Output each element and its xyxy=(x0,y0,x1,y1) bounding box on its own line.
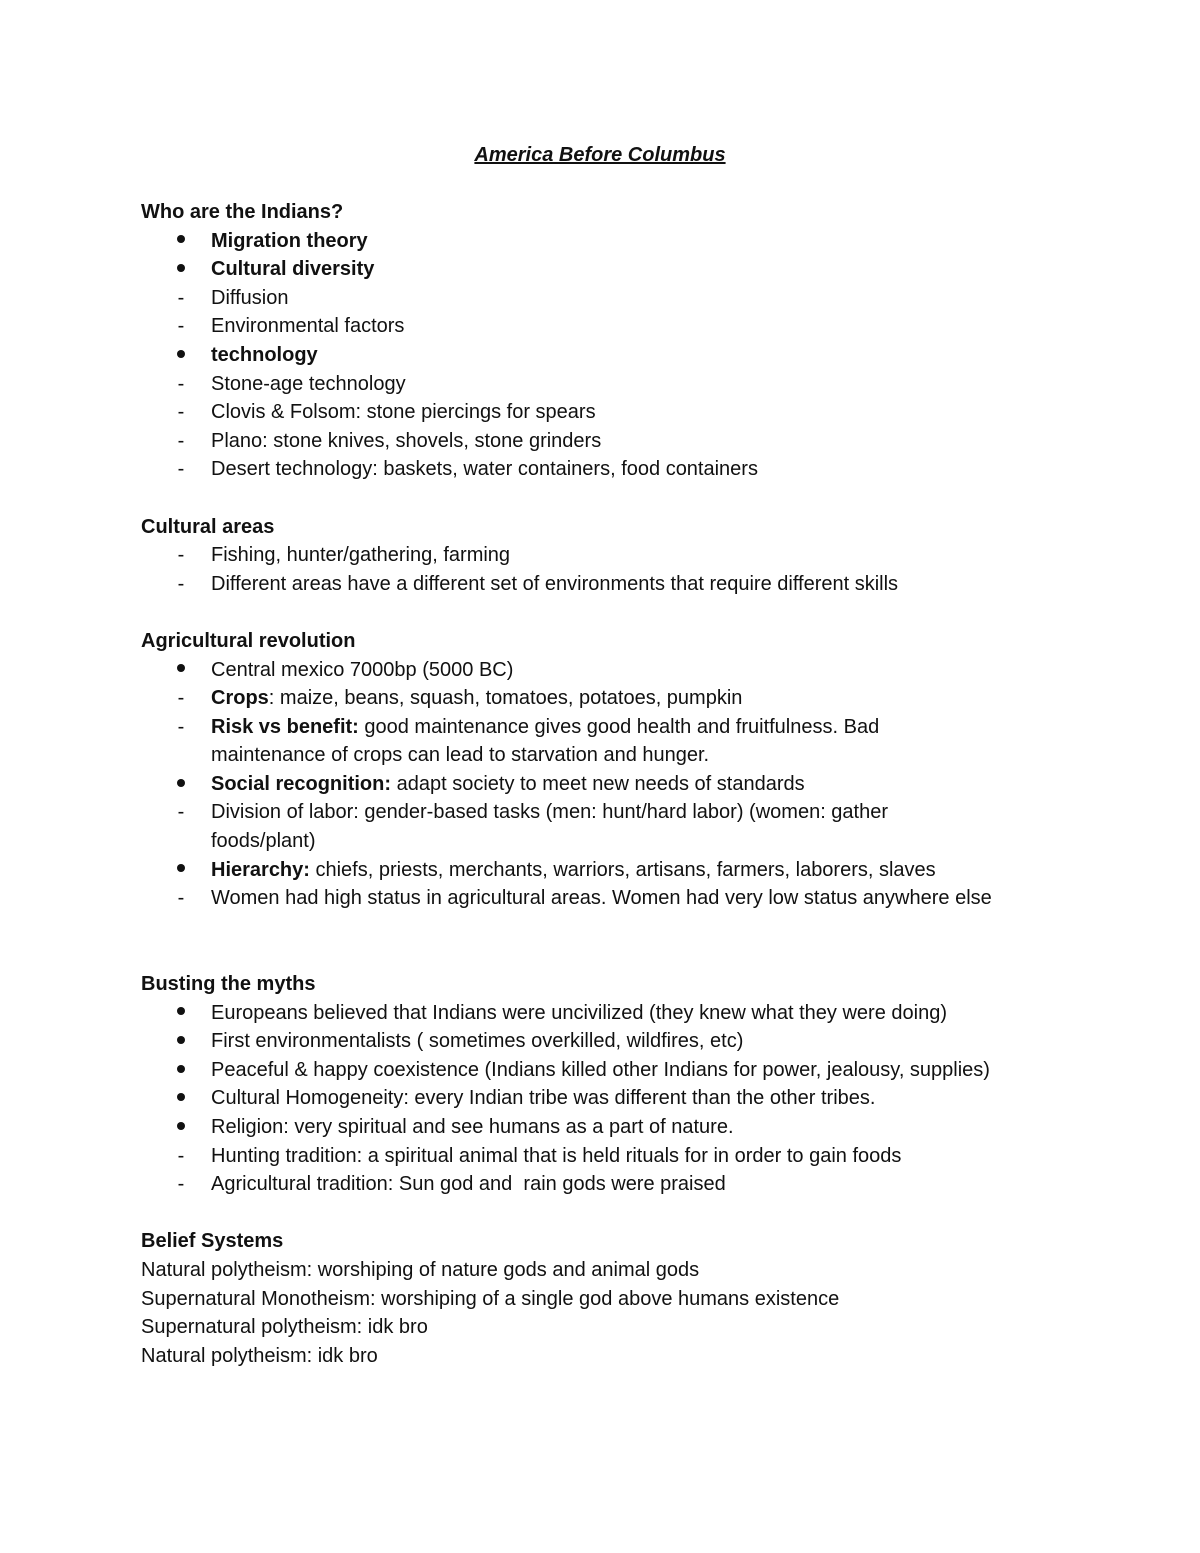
document-body xyxy=(141,198,1081,1370)
bullet-icon xyxy=(173,999,189,1028)
list-item-body: Fishing, hunter/gathering, farming xyxy=(211,544,511,567)
dash-icon: - xyxy=(177,572,185,595)
list-item-body: good maintenance gives good health and fruitfulness. Bad xyxy=(358,715,880,738)
list-busting-myths xyxy=(141,999,1081,1199)
list-item-text xyxy=(211,773,805,795)
list-item xyxy=(141,1142,1081,1171)
list-item-bold-label: Crops xyxy=(211,687,269,710)
list-item-body: chiefs, priests, merchants, warriors, artisans, farmers, laborers, slaves xyxy=(309,858,936,881)
belief-line: Natural polytheism: idk bro xyxy=(141,1344,378,1367)
list-item-text xyxy=(211,859,936,881)
list-item-text xyxy=(211,801,888,852)
bullet-icon xyxy=(173,1027,189,1056)
list-item-text xyxy=(211,458,758,480)
list-item-body: First environmentalists ( sometimes overkilled, wildfires, etc) xyxy=(211,1030,744,1053)
bullet-icon xyxy=(173,1084,189,1113)
list-item xyxy=(141,798,1081,855)
list-item-text xyxy=(211,1145,901,1167)
dash-icon: - xyxy=(177,372,185,395)
list-item xyxy=(141,427,1081,456)
list-item-bold-label: Migration theory xyxy=(211,229,368,252)
list-item xyxy=(141,1113,1081,1142)
list-indians xyxy=(141,227,1081,484)
spacer xyxy=(141,484,1081,513)
bullet-icon xyxy=(173,341,189,370)
list-item-body: Peaceful & happy coexistence (Indians killed other Indians for power, jealousy, supplies) xyxy=(211,1058,990,1081)
dash-icon: - xyxy=(177,544,185,567)
list-item-text xyxy=(211,716,879,767)
list-item xyxy=(141,856,1081,885)
bullet-icon xyxy=(173,770,189,799)
list-item-text xyxy=(211,544,510,566)
list-item xyxy=(141,1170,1081,1199)
list-item-text xyxy=(211,287,288,309)
list-item xyxy=(141,884,1081,913)
list-item-continuation: foods/plant) xyxy=(211,830,316,853)
list-item-text xyxy=(211,1030,743,1052)
section-heading-belief-systems: Belief Systems xyxy=(141,1230,284,1253)
list-item-text xyxy=(211,1059,990,1081)
list-item-text xyxy=(211,315,404,337)
list-item-text xyxy=(211,1002,947,1024)
list-item-text xyxy=(211,659,513,681)
list-item xyxy=(141,999,1081,1028)
list-item-body: Central mexico 7000bp (5000 BC) xyxy=(211,658,514,681)
list-item-text xyxy=(211,1116,734,1138)
spacer xyxy=(141,1199,1081,1228)
list-item-body: Diffusion xyxy=(211,286,289,309)
list-item-body: Desert technology: baskets, water containers, food containers xyxy=(211,458,758,481)
dash-icon: - xyxy=(177,1173,185,1196)
dash-icon: - xyxy=(177,687,185,710)
list-cultural-areas xyxy=(141,541,1081,598)
section-heading-cultural-areas: Cultural areas xyxy=(141,515,275,538)
list-item-text xyxy=(211,344,318,366)
dash-icon: - xyxy=(177,401,185,424)
list-item-body: Religion: very spiritual and see humans as a part of nature. xyxy=(211,1116,734,1138)
list-item-bold-label: Social recognition: xyxy=(211,772,392,795)
list-item xyxy=(141,398,1081,427)
dash-icon: - xyxy=(177,1144,185,1167)
dash-icon: - xyxy=(177,458,185,481)
list-item-bold-label: technology xyxy=(211,343,318,366)
list-item-bold-label: Cultural diversity xyxy=(211,258,375,281)
list-item-text xyxy=(211,573,898,595)
belief-line: Supernatural polytheism: idk bro xyxy=(141,1316,428,1339)
list-item xyxy=(141,255,1081,284)
list-item-body: Women had high status in agricultural areas. Women had very low status anywhere else xyxy=(211,887,992,910)
list-item-body: Environmental factors xyxy=(211,315,405,338)
list-item-continuation: maintenance of crops can lead to starvation and hunger. xyxy=(211,744,710,767)
list-item-body: Plano: stone knives, shovels, stone grinders xyxy=(211,429,602,452)
spacer xyxy=(141,913,1081,970)
section-heading-agricultural-revolution: Agricultural revolution xyxy=(141,629,356,652)
list-item-text xyxy=(211,258,374,280)
list-item xyxy=(141,370,1081,399)
dash-icon: - xyxy=(177,801,185,824)
list-item-bold-label: Risk vs benefit: xyxy=(211,715,359,738)
list-item xyxy=(141,1056,1081,1085)
bullet-icon xyxy=(173,656,189,685)
list-item-body: Europeans believed that Indians were uncivilized (they knew what they were doing) xyxy=(211,1001,947,1024)
list-item-text xyxy=(211,373,406,395)
list-item xyxy=(141,684,1081,713)
list-item-body: Clovis & Folsom: stone piercings for spears xyxy=(211,401,596,424)
bullet-icon xyxy=(173,255,189,284)
dash-icon: - xyxy=(177,286,185,309)
list-item-body: Different areas have a different set of environments that require different skills xyxy=(211,572,899,595)
dash-icon: - xyxy=(177,315,185,338)
list-item xyxy=(141,770,1081,799)
list-item-body: Division of labor: gender-based tasks (men: hunt/hard labor) (women: gather xyxy=(211,801,889,824)
list-item xyxy=(141,656,1081,685)
list-item xyxy=(141,227,1081,256)
list-item-text xyxy=(211,687,742,709)
list-item xyxy=(141,570,1081,599)
belief-line: Natural polytheism: worshiping of nature gods and animal gods xyxy=(141,1258,700,1281)
list-item xyxy=(141,1084,1081,1113)
bullet-icon xyxy=(173,1113,189,1142)
bullet-icon xyxy=(173,856,189,885)
belief-line: Supernatural Monotheism: worshiping of a single god above humans existence xyxy=(141,1287,840,1310)
list-item-text xyxy=(211,887,992,909)
list-agricultural-revolution xyxy=(141,656,1081,913)
list-item-bold-label: Hierarchy: xyxy=(211,858,310,881)
section-heading-indians: Who are the Indians? xyxy=(141,201,344,223)
spacer xyxy=(141,598,1081,627)
dash-icon: - xyxy=(177,429,185,452)
list-item-body: Cultural Homogeneity: every Indian tribe was different than the other tribes. xyxy=(211,1087,876,1110)
list-item xyxy=(141,284,1081,313)
list-item-body: adapt society to meet new needs of standards xyxy=(391,772,805,795)
list-item xyxy=(141,713,1081,770)
list-item-text xyxy=(211,230,368,252)
list-item-body: Agricultural tradition: Sun god and rain gods were praised xyxy=(211,1173,726,1196)
list-item xyxy=(141,541,1081,570)
bullet-icon xyxy=(173,227,189,256)
list-item-body: Stone-age technology xyxy=(211,372,406,395)
list-item-text xyxy=(211,1173,726,1195)
dash-icon: - xyxy=(177,887,185,910)
list-item xyxy=(141,341,1081,370)
list-item-body: : maize, beans, squash, tomatoes, potatoes, pumpkin xyxy=(268,687,743,710)
list-item-text xyxy=(211,1087,875,1109)
bullet-icon xyxy=(173,1056,189,1085)
list-item xyxy=(141,455,1081,484)
section-heading-busting-myths: Busting the myths xyxy=(141,973,316,996)
list-item xyxy=(141,1027,1081,1056)
list-item-text xyxy=(211,401,596,423)
list-item xyxy=(141,312,1081,341)
page-title: America Before Columbus xyxy=(474,144,726,166)
list-item-text xyxy=(211,430,601,452)
list-item-body: Hunting tradition: a spiritual animal that is held rituals for in order to gain foods xyxy=(211,1144,902,1167)
dash-icon: - xyxy=(177,715,185,738)
